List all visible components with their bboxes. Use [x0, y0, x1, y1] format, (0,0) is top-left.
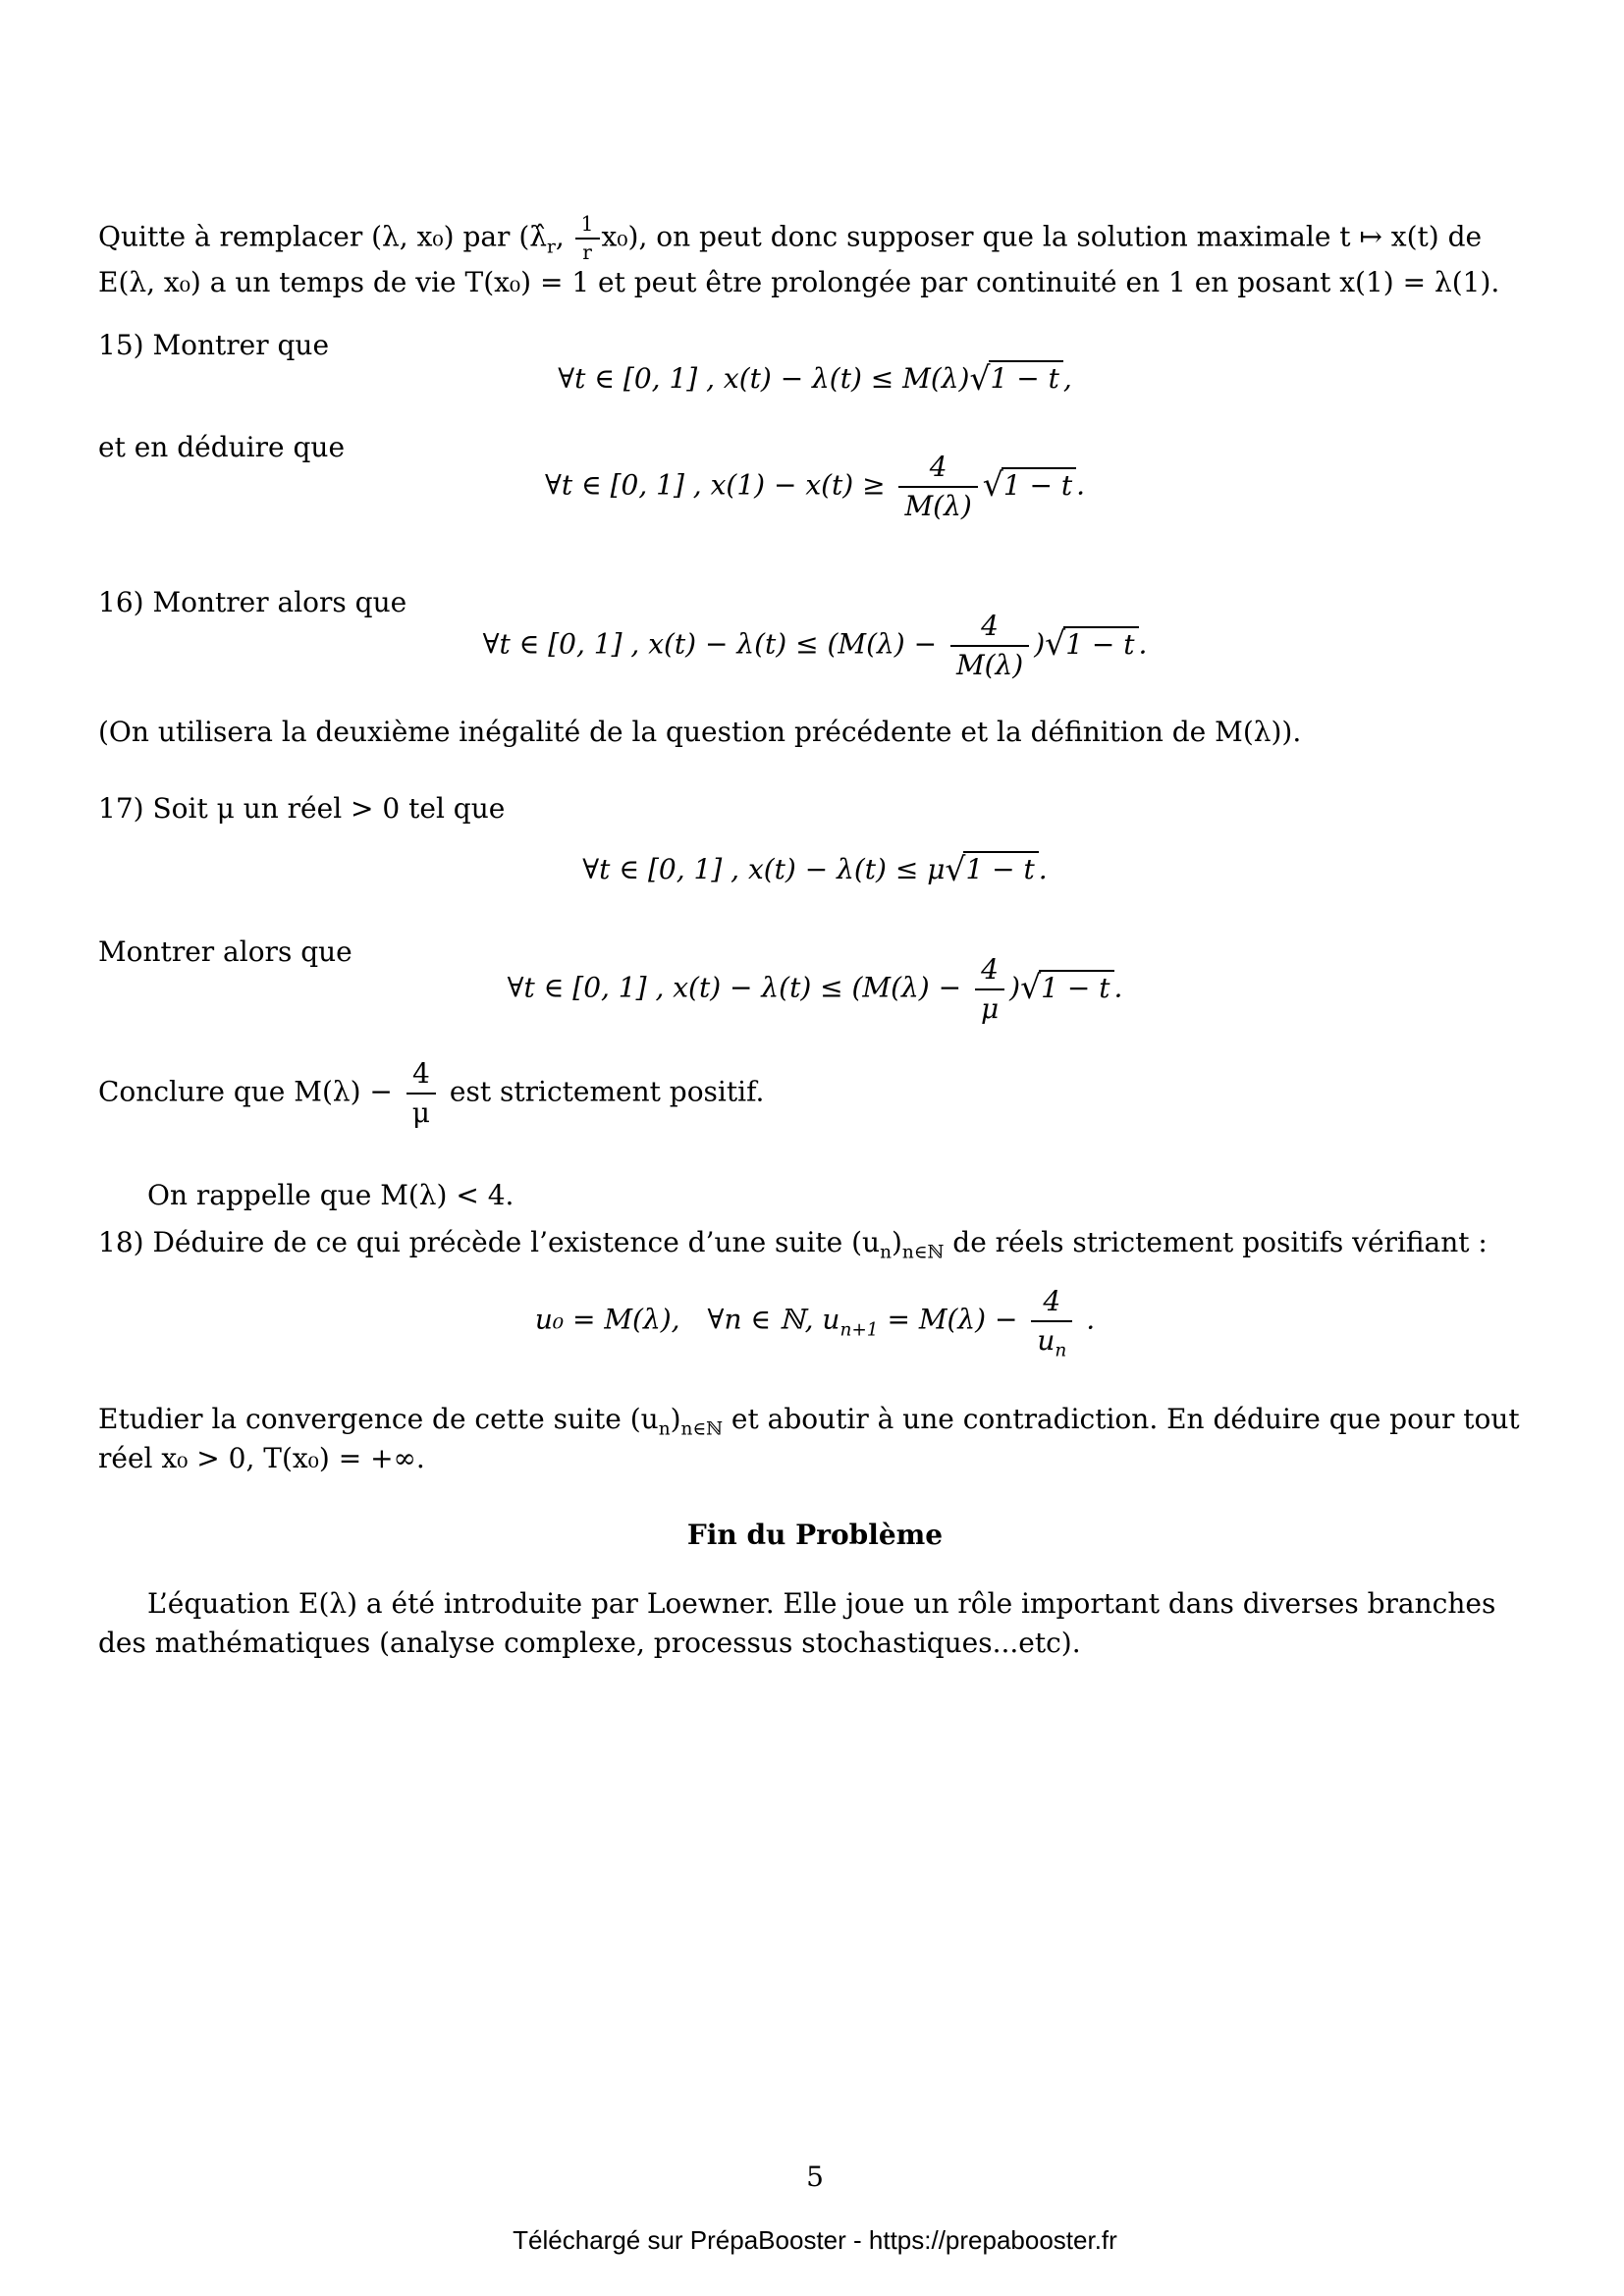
text-run: et aboutir à une contradiction. En déduire que pour tout — [723, 1403, 1520, 1435]
page-number: 5 — [806, 2161, 824, 2193]
text-run: 4 — [981, 953, 999, 986]
radicand — [963, 851, 1038, 885]
text-run: Conclure que M(λ) − — [98, 1075, 402, 1108]
text-run: 1 — [580, 212, 594, 236]
closing-line-2: des mathématiques (analyse complexe, processus stochastiques...etc). — [98, 1627, 1081, 1659]
fraction-denominator — [898, 486, 977, 522]
fraction-denominator — [1031, 1320, 1072, 1362]
intro-line-1 — [98, 214, 1532, 263]
text-run: ∀t ∈ [0, 1] , x(t) − λ(t) ≤ (M(λ) − — [507, 971, 970, 1004]
radical-sign: √ — [1045, 624, 1066, 664]
fraction-numerator — [1031, 1286, 1072, 1320]
text-run: est strictement positif. — [441, 1075, 765, 1108]
text-run: r — [582, 240, 592, 265]
question-17-mid-text: Montrer alors que — [98, 935, 352, 968]
text-run: , — [1062, 362, 1072, 395]
closing-paragraph — [98, 1584, 1532, 1663]
intro-paragraph — [98, 214, 1532, 302]
text-run: 4 — [1043, 1285, 1061, 1317]
fraction-numerator — [406, 1058, 436, 1093]
text-run: M(λ) — [904, 490, 972, 523]
fraction-numerator — [898, 452, 977, 486]
formula-17-2 — [98, 954, 1532, 1025]
text-run: 4 — [981, 610, 999, 642]
formula-18 — [98, 1285, 1532, 1362]
text-run: Quitte à remplacer (λ, x₀) par (λ̂ — [98, 220, 548, 253]
fraction-denominator — [950, 645, 1029, 681]
text-run: = M(λ) − — [878, 1303, 1027, 1336]
fraction-denominator — [406, 1093, 436, 1129]
text-run: μ — [980, 992, 1000, 1026]
fraction — [575, 214, 600, 263]
question-18-outro — [98, 1400, 1532, 1478]
fraction — [406, 1058, 436, 1129]
subscript-run: r — [547, 237, 556, 258]
fraction-numerator — [950, 611, 1029, 645]
radicand — [989, 360, 1063, 395]
closing-line-1: L’équation E(λ) a été introduite par Loewner. Elle joue un rôle important dans diverses branches — [147, 1587, 1496, 1620]
subscript-run: n — [1055, 1340, 1067, 1362]
text-run: ) — [1034, 627, 1046, 661]
text-run: 1 − t — [1065, 627, 1135, 661]
text-run: 4 — [411, 1057, 430, 1090]
subscript-run: n∈ℕ — [901, 1242, 945, 1263]
text-run: ) — [670, 1403, 681, 1435]
text-run: 1 − t — [1002, 468, 1073, 502]
text-run: ) — [891, 1226, 902, 1258]
question-18-label — [98, 1223, 1532, 1262]
radicand — [1063, 626, 1138, 661]
subscript-run: n — [880, 1242, 892, 1263]
text-run: ∀t ∈ [0, 1] , x(t) − λ(t) ≤ (M(λ) − — [482, 627, 946, 661]
question-18-outro-line-1 — [98, 1400, 1532, 1439]
radicand — [1001, 467, 1076, 502]
square-root — [969, 359, 1062, 399]
text-run: ) — [1009, 971, 1021, 1004]
fraction-denominator — [975, 988, 1004, 1025]
fin-du-probleme-title: Fin du Problème — [686, 1519, 944, 1551]
square-root — [945, 850, 1038, 889]
text-run: 18) Déduire de ce qui précède l’existence d’une suite (u — [98, 1226, 881, 1258]
text-run: . — [1077, 1303, 1096, 1336]
square-root — [983, 466, 1076, 506]
question-17-conclusion — [98, 1058, 1532, 1129]
text-run: . — [1076, 468, 1086, 502]
text-run: de réels strictement positifs vérifiant : — [944, 1226, 1488, 1258]
fraction — [898, 452, 977, 522]
formula-17-1 — [98, 850, 1532, 889]
subscript-run: n — [658, 1418, 671, 1440]
text-run: x₀), on peut donc supposer que la solution maximale t ↦ x(t) de — [601, 220, 1483, 253]
text-run: ∀t ∈ [0, 1] , x(t) − λ(t) ≤ μ — [582, 853, 946, 885]
question-16-label: 16) Montrer alors que — [98, 586, 407, 618]
download-footer-note: Téléchargé sur PrépaBooster - https://prepabooster.fr — [513, 2225, 1117, 2255]
formula-16 — [98, 611, 1532, 681]
radical-sign: √ — [969, 358, 991, 398]
text-run: Etudier la convergence de cette suite (u — [98, 1403, 659, 1435]
fraction — [950, 611, 1029, 681]
question-17-label: 17) Soit μ un réel > 0 tel que — [98, 792, 506, 825]
question-15-label: 15) Montrer que — [98, 329, 330, 361]
radical-sign: √ — [982, 465, 1003, 505]
radical-sign: √ — [945, 849, 966, 888]
square-root — [1045, 625, 1138, 665]
fraction — [975, 954, 1004, 1025]
text-run: μ — [411, 1096, 430, 1130]
question-18-outro-line-2: réel x₀ > 0, T(x₀) = +∞. — [98, 1442, 425, 1474]
text-run: . — [1113, 971, 1123, 1004]
intro-line-2: E(λ, x₀) a un temps de vie T(x₀) = 1 et peut être prolongée par continuité en 1 en posant x(1) = λ(1). — [98, 266, 1500, 299]
fraction-numerator — [575, 214, 600, 238]
radical-sign: √ — [1020, 968, 1042, 1007]
text-run: M(λ) — [955, 649, 1024, 682]
text-run: 4 — [929, 451, 947, 483]
text-run: ∀t ∈ [0, 1] , x(1) − x(t) ≥ — [544, 468, 894, 502]
text-run: , — [555, 220, 573, 253]
radicand — [1039, 970, 1113, 1004]
text-run: 1 − t — [1041, 971, 1110, 1004]
text-run: u₀ = M(λ), ∀n ∈ ℕ, u — [534, 1303, 840, 1336]
fraction-numerator — [975, 954, 1004, 988]
square-root — [1020, 969, 1113, 1008]
fraction — [1031, 1285, 1072, 1362]
question-15-mid-text: et en déduire que — [98, 431, 346, 463]
text-run: u — [1037, 1324, 1056, 1358]
question-16-note: (On utilisera la deuxième inégalité de la question précédente et la définition de M(λ)). — [98, 716, 1302, 748]
text-run: 1 − t — [965, 853, 1035, 885]
text-run: 1 − t — [990, 362, 1059, 395]
text-run: . — [1038, 853, 1048, 885]
text-run: . — [1138, 627, 1148, 661]
subscript-run: n∈ℕ — [680, 1418, 723, 1440]
fraction-denominator — [575, 238, 600, 263]
formula-15-1 — [98, 359, 1532, 399]
reminder-text: On rappelle que M(λ) < 4. — [147, 1179, 514, 1211]
formula-15-2 — [98, 452, 1532, 522]
text-run: ∀t ∈ [0, 1] , x(t) − λ(t) ≤ M(λ) — [558, 362, 970, 395]
subscript-run: n+1 — [839, 1319, 879, 1341]
